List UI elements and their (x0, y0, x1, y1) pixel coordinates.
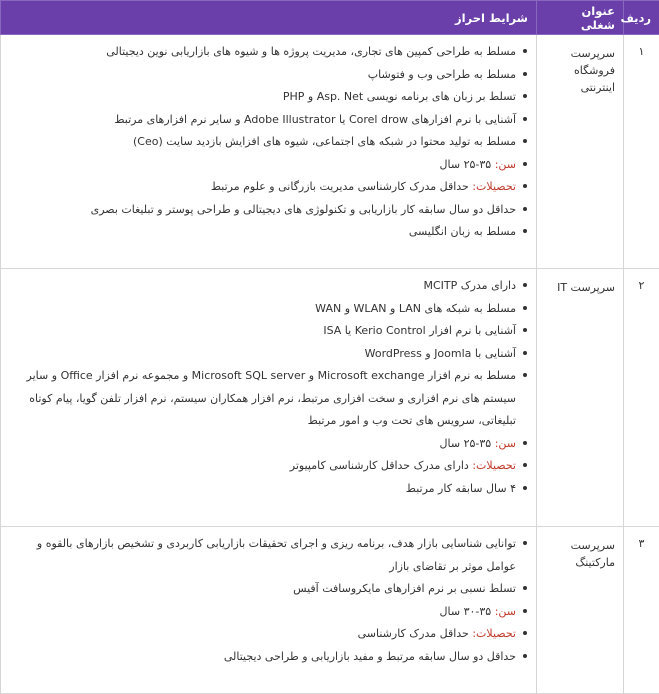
item-text: مسلط به تولید محتوا در شبکه های اجتماعی، شیوه های افزایش بازدید سایت (Ceo) (133, 135, 516, 148)
item-text: تسلط نسبی بر نرم افزارهای مایکروسافت آفیس (293, 582, 516, 595)
list-item (5, 154, 528, 177)
item-text: مسلط به زبان انگلیسی (409, 225, 516, 238)
list-item (5, 199, 528, 222)
item-text: آشنایی با Joomla و WordPress (365, 347, 516, 360)
item-label: تحصیلات: (472, 627, 516, 640)
item-text: دارای مدرک حداقل کارشناسی کامپیوتر (290, 459, 469, 472)
list-item (5, 41, 528, 64)
requirements-list (5, 275, 528, 500)
list-item (5, 86, 528, 109)
list-item (5, 275, 528, 298)
list-item (5, 365, 528, 433)
item-text: حداقل دو سال سابقه مرتبط و مفید بازاریابی و طراحی دیجیتالی (224, 650, 516, 663)
list-item (5, 131, 528, 154)
header-job-title: عنوان شغلی (537, 1, 624, 35)
item-text: مسلط به طراحی وب و فتوشاپ (368, 68, 516, 81)
list-item (5, 176, 528, 199)
item-text: مسلط به نرم افزار Microsoft exchange و Microsoft SQL server و مجموعه نرم افزار Office و سایر سیستم های نرم افزاری و سخت افزاری مرتبط، نرم افزار همکاران سیستم، نرم افزار تلفن گویا، پیام کوتاه تبلیغاتی، سرویس های تحت وب و امور مرتبط (27, 369, 516, 427)
list-item (5, 478, 528, 501)
list-item (5, 455, 528, 478)
item-text: ۳۵-۲۵ سال (440, 437, 492, 450)
list-item (5, 221, 528, 244)
requirements-cell (1, 527, 537, 694)
item-text: توانایی شناسایی بازار هدف، برنامه ریزی و اجرای تحقیقات بازاریابی کاربردی و تشخیص بازارهای بالقوه و عوامل موثر بر تقاضای بازار (37, 537, 516, 573)
item-text: آشنایی با نرم افزار Kerio Control یا ISA (323, 324, 516, 337)
list-item (5, 343, 528, 366)
list-item (5, 109, 528, 132)
requirements-list (5, 533, 528, 668)
item-label: تحصیلات: (472, 180, 516, 193)
header-requirements: شرایط احراز (1, 1, 537, 35)
row-number: ۲ (624, 269, 659, 527)
requirements-cell (1, 35, 537, 269)
item-text: حداقل دو سال سابقه کار بازاریابی و تکنولوژی های دیجیتالی و طراحی پوستر و تبلیغات بصری (91, 203, 516, 216)
item-text: حداقل مدرک کارشناسی (358, 627, 469, 640)
list-item (5, 298, 528, 321)
item-text: ۴ سال سابقه کار مرتبط (406, 482, 516, 495)
job-title: سرپرست مارکتینگ (537, 527, 624, 694)
list-item (5, 601, 528, 624)
row-number: ۳ (624, 527, 659, 694)
job-title: سرپرست فروشگاه اینترنتی (537, 35, 624, 269)
item-label: سن: (495, 437, 516, 450)
item-label: سن: (495, 158, 516, 171)
list-item (5, 533, 528, 578)
requirements-cell (1, 269, 537, 527)
row-number: ۱ (624, 35, 659, 269)
item-text: آشنایی با نرم افزارهای Corel drow یا Adobe Illustrator و سایر نرم افزارهای مرتبط (114, 113, 516, 126)
list-item (5, 433, 528, 456)
header-row-number: ردیف (624, 1, 659, 35)
list-item (5, 320, 528, 343)
item-label: تحصیلات: (472, 459, 516, 472)
list-item (5, 578, 528, 601)
item-text: حداقل مدرک کارشناسی مدیریت بازرگانی و علوم مرتبط (211, 180, 469, 193)
item-text: مسلط به شبکه های LAN و WLAN و WAN (315, 302, 516, 315)
item-text: دارای مدرک MCITP (423, 279, 516, 292)
item-label: سن: (495, 605, 516, 618)
list-item (5, 623, 528, 646)
list-item (5, 64, 528, 87)
list-item (5, 646, 528, 669)
item-text: ۳۵-۲۵ سال (440, 158, 492, 171)
item-text: مسلط به طراحی کمپین های تجاری، مدیریت پروژه ها و شیوه های بازاریابی نوین دیجیتالی (106, 45, 516, 58)
table-header-row (1, 1, 659, 35)
job-title: سرپرست IT (537, 269, 624, 527)
table-row (1, 269, 659, 527)
table-row (1, 35, 659, 269)
item-text: ۳۵-۳۰ سال (440, 605, 492, 618)
requirements-list (5, 41, 528, 244)
table-row (1, 527, 659, 694)
item-text: تسلط بر زبان های برنامه نویسی Asp. Net و PHP (283, 90, 516, 103)
